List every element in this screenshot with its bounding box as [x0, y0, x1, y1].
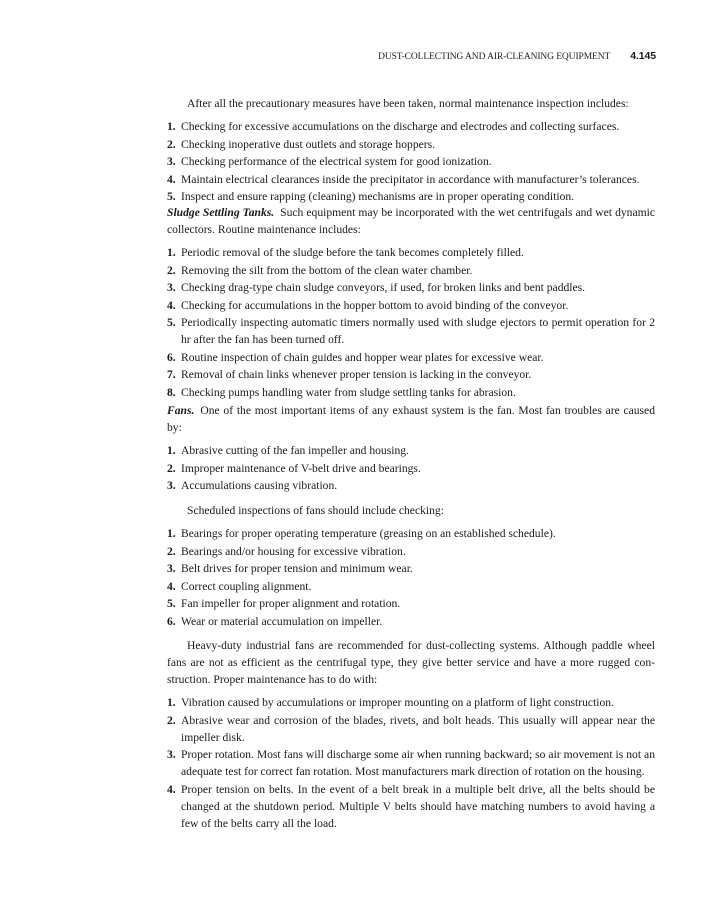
item-number: 2. [167, 137, 176, 151]
fan-troubles-list [167, 442, 655, 494]
item-text: Checking for excessive accumulations on the discharge and electrodes and collecting surfaces. [181, 120, 620, 133]
header-title: DUST-COLLECTING AND AIR-CLEANING EQUIPMENT [378, 52, 611, 62]
sludge-section [167, 204, 655, 401]
list-item [167, 244, 655, 261]
item-text: Maintain electrical clearances inside the precipitator in accordance with manufacturer’s tolerances. [181, 172, 640, 186]
list-item [167, 153, 655, 170]
item-text: Checking for accumulations in the hopper bottom to avoid binding of the conveyor. [181, 298, 569, 312]
item-text: Checking drag-type chain sludge conveyors, if used, for broken links and bent paddles. [181, 281, 586, 294]
item-number: 5. [167, 190, 176, 203]
item-text: Abrasive cutting of the fan impeller and housing. [181, 444, 409, 457]
list-item [167, 118, 655, 135]
item-text: Accumulations causing vibration. [181, 479, 338, 492]
list-item [167, 746, 655, 780]
item-text: Periodically inspecting automatic timers normally used with sludge ejectors to permit operation for 2 hr after the fan has been turned off. [181, 316, 655, 346]
item-number: 2. [167, 713, 176, 727]
item-text: Routine inspection of chain guides and hopper wear plates for excessive wear. [181, 350, 544, 364]
list-item [167, 525, 655, 542]
item-text: Periodic removal of the sludge before the tank becomes completely filled. [181, 246, 524, 259]
list-item [167, 560, 655, 577]
list-item [167, 279, 655, 296]
heavy-duty-section [167, 637, 655, 832]
item-text: Checking inoperative dust outlets and storage hoppers. [181, 137, 436, 151]
item-number: 5. [167, 316, 176, 329]
item-number: 6. [167, 614, 176, 628]
item-number: 3. [167, 562, 176, 575]
item-text: Correct coupling alignment. [181, 579, 312, 593]
sludge-list [167, 244, 655, 401]
scheduled-section [167, 502, 655, 630]
item-number: 6. [167, 350, 176, 364]
item-text: Bearings for proper operating temperature (greasing on an established schedule). [181, 527, 556, 540]
list-item [167, 543, 655, 560]
list-item [167, 188, 655, 205]
list-item [167, 613, 655, 630]
item-number: 7. [167, 368, 176, 381]
item-number: 4. [167, 579, 176, 593]
item-text: Proper rotation. Most fans will discharge some air when running backward; so air movement is not an adequate test for correct fan rotation. Most manufacturers mark direction of rotation on the housing. [181, 748, 655, 778]
item-number: 8. [167, 385, 176, 399]
list-item [167, 366, 655, 383]
item-text: Improper maintenance of V-belt drive and bearings. [181, 461, 421, 475]
item-text: Checking performance of the electrical system for good ionization. [181, 155, 492, 168]
list-item [167, 578, 655, 595]
item-number: 2. [167, 263, 176, 277]
scheduled-list [167, 525, 655, 630]
item-number: 3. [167, 281, 176, 294]
item-text: Proper tension on belts. In the event of a belt break in a multiple belt drive, all the belts should be changed at the shutdown period. Multiple V belts should have matching numbers to avoid having a few of the belts carry all the load. [181, 782, 655, 830]
list-item [167, 262, 655, 279]
intro-paragraph: After all the precautionary measures have been taken, normal maintenance inspection includes: [187, 97, 629, 110]
maintenance-list [167, 694, 655, 832]
section-text: Such equipment may be incorporated with the wet centrifugals and wet dynamic collectors. Routine maintenance includes: [167, 206, 655, 236]
section-heading: Fans. [167, 404, 195, 417]
page-number: 4.145 [630, 50, 656, 62]
list-item [167, 349, 655, 366]
item-text: Abrasive wear and corrosion of the blades, rivets, and bolt heads. This usually will appear near the impeller disk. [181, 713, 655, 744]
item-number: 2. [167, 461, 176, 475]
list-item [167, 595, 655, 612]
item-number: 3. [167, 479, 176, 492]
item-text: Removal of chain links whenever proper tension is lacking in the conveyor. [181, 368, 532, 381]
item-number: 4. [167, 172, 176, 186]
item-number: 1. [167, 246, 176, 259]
item-text: Wear or material accumulation on impeller. [181, 614, 383, 628]
item-text: Removing the silt from the bottom of the clean water chamber. [181, 263, 473, 277]
item-number: 1. [167, 444, 176, 457]
list-item [167, 384, 655, 401]
item-number: 1. [167, 527, 176, 540]
list-item [167, 136, 655, 153]
item-text: Fan impeller for proper alignment and rotation. [181, 597, 401, 610]
item-number: 4. [167, 298, 176, 312]
list-item [167, 781, 655, 832]
section-heading: Sludge Settling Tanks. [167, 206, 275, 219]
item-number: 3. [167, 748, 176, 761]
item-text: Bearings and/or housing for excessive vibration. [181, 544, 406, 558]
list-item [167, 477, 655, 494]
list-item [167, 297, 655, 314]
precipitator-list [167, 118, 655, 205]
item-number: 1. [167, 120, 176, 133]
item-number: 4. [167, 782, 176, 796]
item-number: 2. [167, 544, 176, 558]
running-header [378, 50, 656, 62]
list-item [167, 712, 655, 746]
item-text: Belt drives for proper tension and minimum wear. [181, 562, 413, 575]
section-text: Heavy-duty industrial fans are recommended for dust-collecting systems. Although paddle wheel fans are not as efficient as the centrifugal type, they give better service and have a more rugged con-struction. Proper maintenance has to do with: [167, 639, 655, 686]
item-number: 3. [167, 155, 176, 168]
list-item [167, 442, 655, 459]
item-text: Checking pumps handling water from sludge settling tanks for abrasion. [181, 385, 516, 399]
section-text: One of the most important items of any exhaust system is the fan. Most fan troubles are caused by: [167, 404, 655, 434]
intro-section [167, 95, 655, 206]
item-text: Inspect and ensure rapping (cleaning) mechanisms are in proper operating condition. [181, 190, 575, 203]
section-text: Scheduled inspections of fans should include checking: [187, 504, 444, 517]
fans-section [167, 402, 655, 495]
item-text: Vibration caused by accumulations or improper mounting on a platform of light construction. [181, 696, 615, 709]
list-item [167, 694, 655, 711]
list-item [167, 460, 655, 477]
item-number: 5. [167, 597, 176, 610]
item-number: 1. [167, 696, 176, 709]
list-item [167, 171, 655, 188]
list-item [167, 314, 655, 348]
